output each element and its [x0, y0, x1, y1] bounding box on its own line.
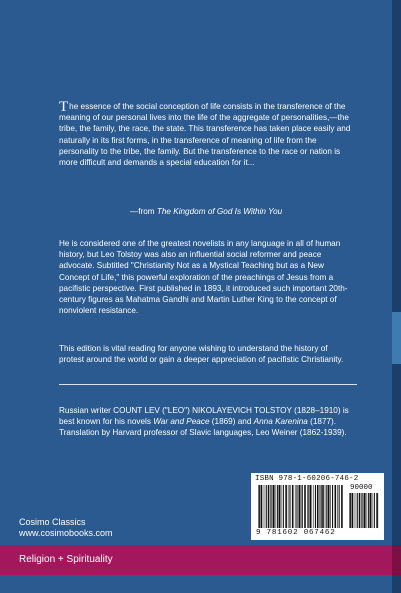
- category-band: [0, 545, 401, 575]
- publisher-info: [19, 517, 113, 539]
- category-label: Religion + Spirituality: [19, 554, 113, 565]
- bottom-strip: [0, 575, 401, 593]
- edge-stripe: [392, 0, 401, 545]
- author-name: COUNT LEV ("LEO") NIKOLAYEVICH TOLSTOY: [113, 406, 292, 415]
- barcode-bars: [258, 485, 343, 528]
- description-paragraph-1: He is considered one of the greatest novelists in any language in all of human history, but Leo Tolstoy was also an influential social reformer and peace advocate. Subtitled "Christianity Not as a Mystical Teaching but as a New Concept of Life," this powerful exploration of the preachings of Jesus from a pacifistic perspective. First published in 1893, it introduced such important 20th-century figures as Mahatma Gandhi and Martin Luther King to the concept of nonviolent resistance.: [59, 239, 348, 316]
- description-paragraph-2: This edition is vital reading for anyone wishing to understand the history of protest around the world or gain a deeper appreciation of pacifistic Christianity.: [59, 344, 344, 365]
- barcode: [251, 473, 384, 540]
- divider: [59, 384, 357, 385]
- publisher-url: www.cosimobooks.com: [19, 528, 113, 538]
- price-addon-text: 90000: [350, 484, 373, 492]
- quote-text: he essence of the social conception of life consists in the transference of the meaning of our personal lives into the life of the aggregate of personalities,—the tribe, the family, the race, the state. This transference has taken place easily and naturally in its first forms, in the transference of meaning of life from the personality to the tribe, the family. But the transference to the race or nation is more difficult and demands a special education for it...: [59, 102, 351, 168]
- source-title: The Kingdom of God Is Within You: [156, 207, 283, 216]
- barcode-digits: 9 781602 067462: [256, 529, 336, 537]
- isbn-text: ISBN 978-1-60206-746-2: [255, 475, 359, 483]
- addon-barcode-bars: [349, 493, 379, 528]
- drop-cap: T: [59, 99, 69, 115]
- author-bio: Russian writer COUNT LEV ("LEO") NIKOLAYEVICH TOLSTOY (1828–1910) is best known for his novels War and Peace (1869) and Anna Karenina (1877). Translation by Harvard professor of Slavic languages, Leo Weiner (1862-1939).: [59, 406, 349, 438]
- publisher-name: Cosimo Classics: [19, 517, 86, 527]
- quote-attribution: —from The Kingdom of God Is Within You: [130, 207, 283, 216]
- quote-block: [59, 101, 353, 168]
- work-title: War and Peace: [153, 417, 210, 427]
- work-title: Anna Karenina: [253, 417, 308, 427]
